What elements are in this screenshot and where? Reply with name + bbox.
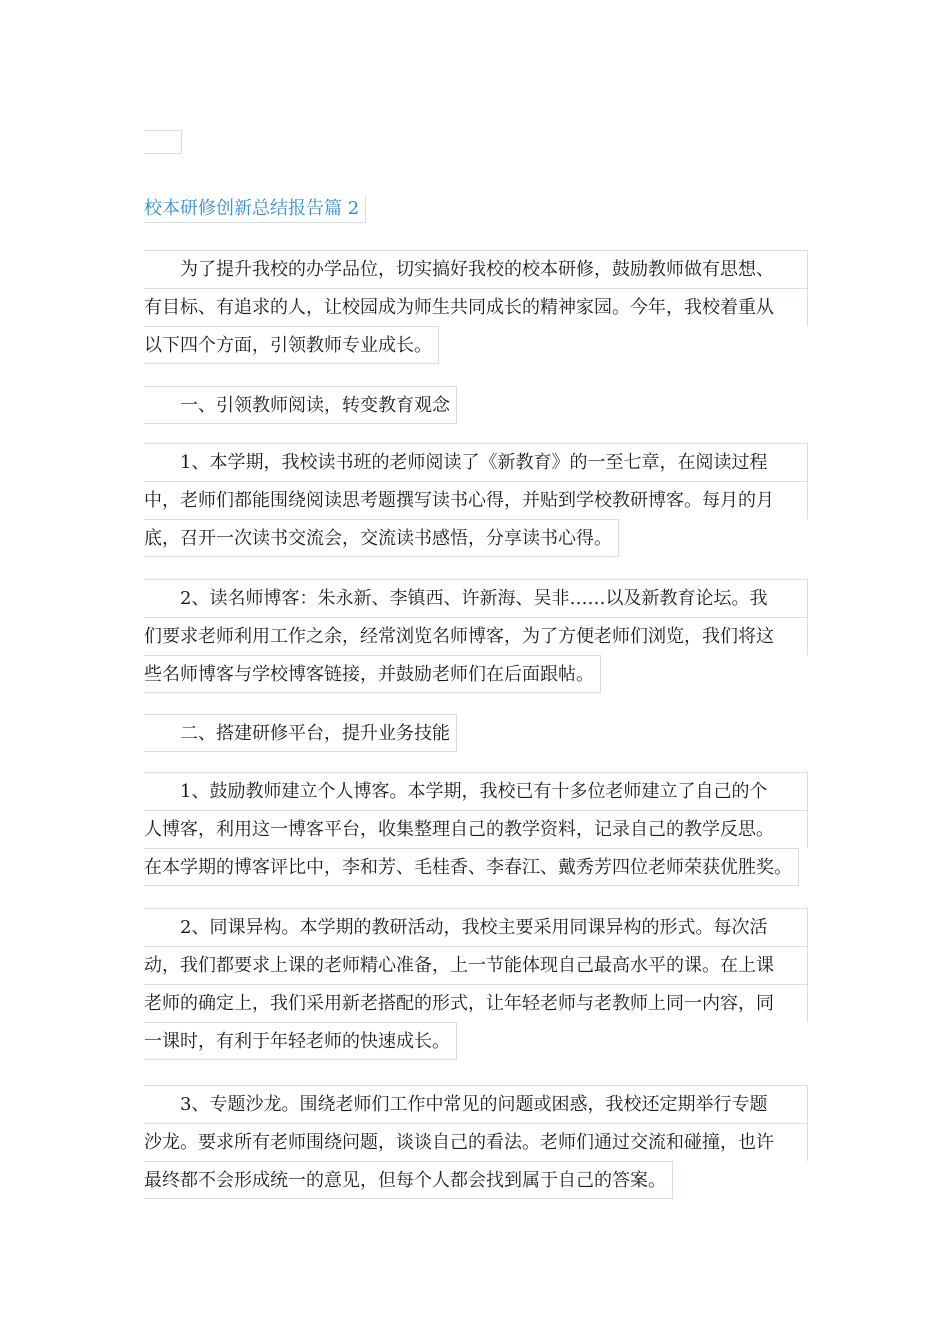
paragraph-intro [144, 250, 808, 368]
section-heading: 校本研修创新总结报告篇 2 [144, 196, 366, 223]
paragraph-platform-2 [144, 908, 808, 1064]
paragraph-line: 二、搭建研修平台，提升业务技能 [144, 714, 457, 752]
paragraph-line: 一、引领教师阅读，转变教育观念 [144, 386, 457, 424]
paragraph-line: 有目标、有追求的人，让校园成为师生共同成长的精神家园。今年，我校着重从 [144, 288, 808, 326]
paragraph-line: 一课时，有利于年轻老师的快速成长。 [144, 1022, 457, 1060]
paragraph-line: 底，召开一次读书交流会，交流读书感悟，分享读书心得。 [144, 519, 619, 557]
blank-box [144, 130, 182, 154]
paragraph-platform-3 [144, 1085, 808, 1203]
paragraph-line: 些名师博客与学校博客链接，并鼓励老师们在后面跟帖。 [144, 655, 601, 693]
paragraph-line: 在本学期的博客评比中，李和芳、毛桂香、李春江、戴秀芳四位老师荣获优胜奖。 [144, 848, 799, 886]
paragraph-line: 动，我们都要求上课的老师精心准备，上一节能体现自己最高水平的课。在上课 [144, 946, 808, 984]
paragraph-platform-1 [144, 772, 808, 890]
paragraph-line: 1、本学期，我校读书班的老师阅读了《新教育》的一至七章，在阅读过程 [144, 443, 808, 481]
paragraph-line: 沙龙。要求所有老师围绕问题，谈谈自己的看法。老师们通过交流和碰撞，也许 [144, 1123, 808, 1161]
paragraph-line: 中，老师们都能围绕阅读思考题撰写读书心得，并贴到学校教研博客。每月的月 [144, 481, 808, 519]
paragraph-line: 老师的确定上，我们采用新老搭配的形式，让年轻老师与老教师上同一内容，同 [144, 984, 808, 1022]
paragraph-line: 最终都不会形成统一的意见，但每个人都会找到属于自己的答案。 [144, 1161, 673, 1199]
paragraph-line: 2、同课异构。本学期的教研活动，我校主要采用同课异构的形式。每次活 [144, 908, 808, 946]
paragraph-reading-2 [144, 579, 808, 697]
paragraph-line: 人博客，利用这一博客平台，收集整理自己的教学资料，记录自己的教学反思。 [144, 810, 808, 848]
paragraph-line: 3、专题沙龙。围绕老师们工作中常见的问题或困惑，我校还定期举行专题 [144, 1085, 808, 1123]
paragraph-line: 1、鼓励教师建立个人博客。本学期，我校已有十多位老师建立了自己的个 [144, 772, 808, 810]
paragraph-line: 2、读名师博客：朱永新、李镇西、许新海、吴非……以及新教育论坛。我 [144, 579, 808, 617]
paragraph-reading-1 [144, 443, 808, 561]
paragraph-section-one [144, 386, 808, 428]
paragraph-section-two [144, 714, 808, 756]
paragraph-line: 以下四个方面，引领教师专业成长。 [144, 326, 439, 364]
paragraph-line: 为了提升我校的办学品位，切实搞好我校的校本研修，鼓励教师做有思想、 [144, 250, 808, 288]
paragraph-line: 们要求老师利用工作之余，经常浏览名师博客，为了方便老师们浏览，我们将这 [144, 617, 808, 655]
